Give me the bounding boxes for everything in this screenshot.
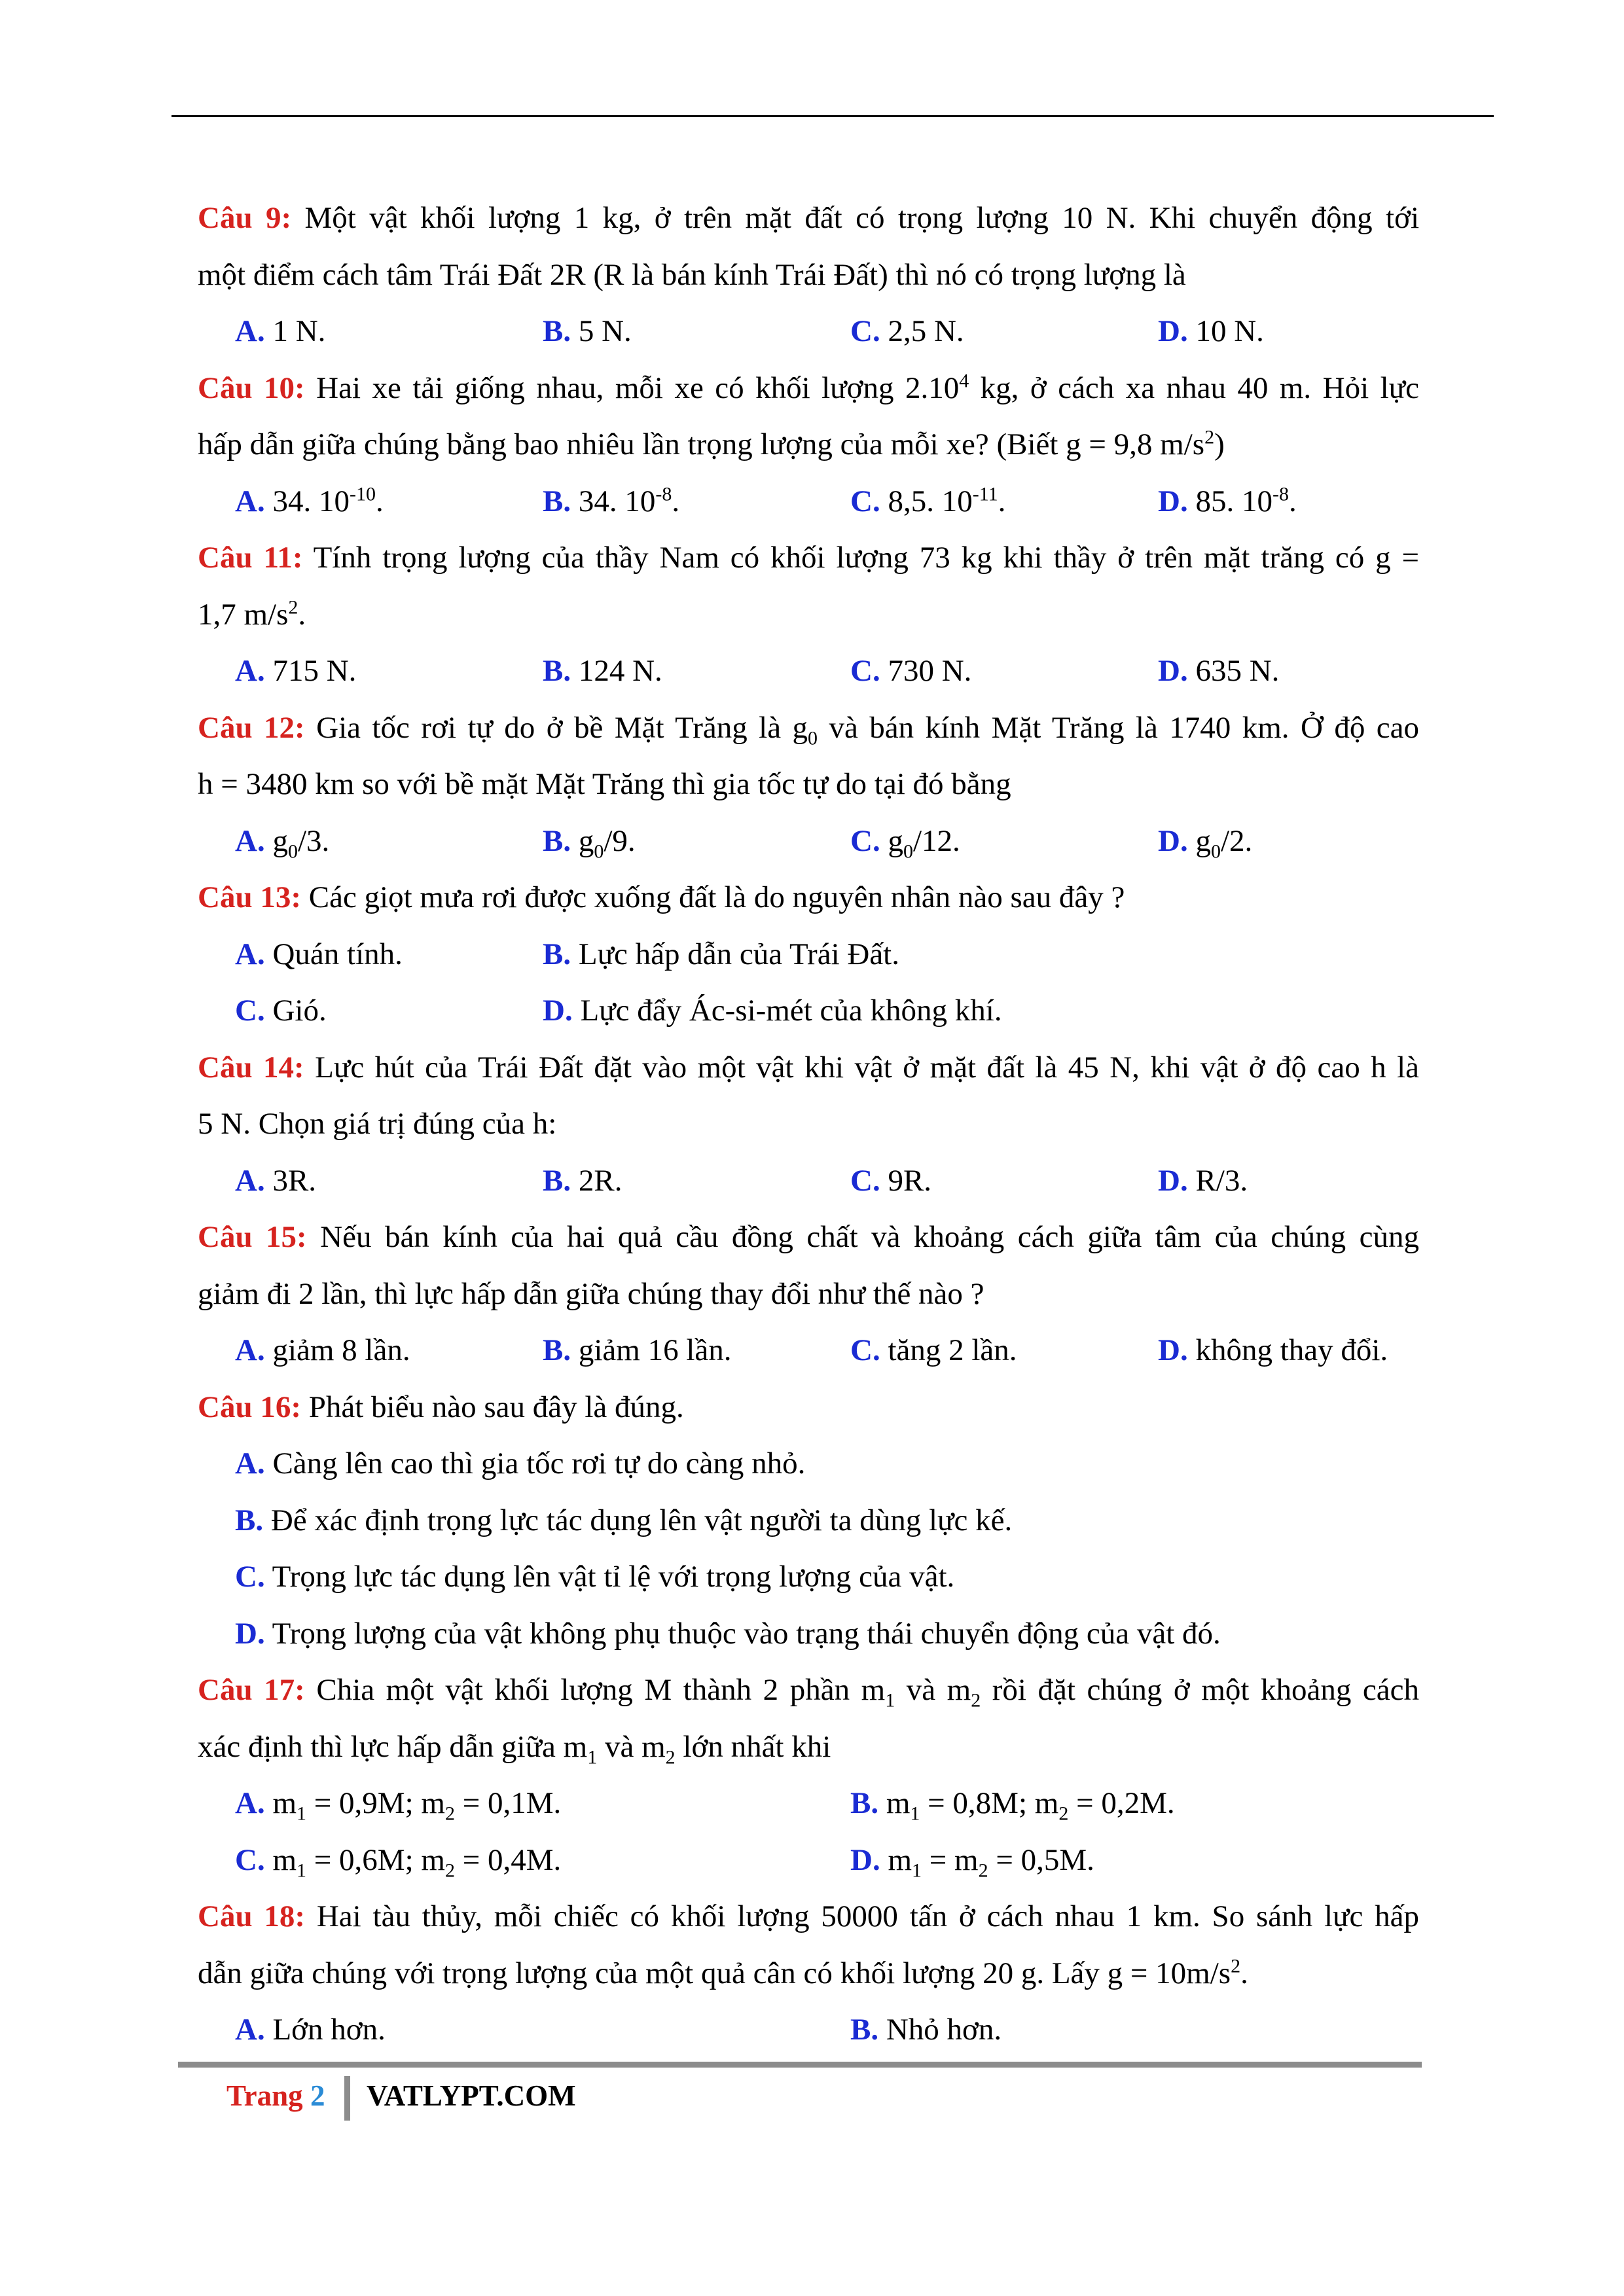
option-d[interactable]: D. $g_0/2$. [1158,823,1253,862]
question-18-line-1: Câu 18: Hai tàu thủy, mỗi chiếc có khối lượng 50000 tấn ở cách nhau 1 km. So sánh lực hấp [198,1899,1420,1933]
question-17-options-row-2 [198,1832,1419,1889]
option-b[interactable]: B. $m_1 = 0,8M$; $m_2 = 0,2M$. [850,1786,1175,1825]
option-a[interactable]: A. 1 N. [235,314,326,348]
option-c[interactable]: C. tăng 2 lần. [850,1333,1017,1367]
site-name[interactable]: VATLYPT.COM [367,2079,576,2112]
question-13-line-1: Câu 13: Các giọt mưa rơi được xuống đất là do nguyên nhân nào sau đây ? [198,880,1125,914]
question-14-line-2: 5 N. Chọn giá trị đúng của h: [198,1107,557,1141]
question-9-options [198,303,1419,360]
question-11-options [198,643,1419,700]
question-15-line-2: giảm đi 2 lần, thì lực hấp dẫn giữa chúng thay đổi như thế nào ? [198,1276,984,1311]
option-b[interactable]: B. 34. $10^{-8}$. [543,482,680,518]
question-13-options-row-2 [198,982,1419,1039]
option-c[interactable]: C. Gió. [235,994,327,1028]
question-10-line-2: hấp dẫn giữa chúng bằng bao nhiêu lần trọng lượng của mỗi xe? (Biết g = 9,8 $m/s^2$) [198,426,1225,461]
question-14-line-1: Câu 14: Lực hút của Trái Đất đặt vào một vật khi vật ở mặt đất là 45 N, khi vật ở độ cao h là [198,1050,1420,1085]
footer-rule [178,2062,1422,2068]
option-d[interactable]: D. R/3. [1158,1163,1248,1198]
option-b[interactable]: B. Nhỏ hơn. [850,2013,1002,2047]
option-c[interactable]: C. 9R. [850,1163,932,1198]
footer-divider [344,2076,350,2121]
option-a[interactable]: A. 715 N. [235,654,357,688]
page-number: Trang 2 [226,2079,325,2112]
question-9-line-2: một điểm cách tâm Trái Đất 2R (R là bán kính Trái Đất) thì nó có trọng lượng là [198,257,1186,292]
option-c[interactable]: C. $m_1 = 0,6M$; $m_2 = 0,4M$. [235,1842,562,1881]
option-b[interactable]: B. $g_0/9$. [543,823,636,862]
option-d[interactable]: D. không thay đổi. [1158,1333,1388,1367]
header-rule [171,115,1494,117]
question-12-options [198,813,1419,870]
question-11-line-1: Câu 11: Tính trọng lượng của thầy Nam có khối lượng 73 kg khi thầy ở trên mặt trăng có g = [198,541,1419,575]
option-d[interactable]: D. 85. $10^{-8}$. [1158,482,1297,518]
question-17-line-2: xác định thì lực hấp dẫn giữa $m_1$ và $m_2$ lớn nhất khi [198,1729,831,1768]
option-d[interactable]: D. 635 N. [1158,654,1280,688]
option-b[interactable]: B. Lực hấp dẫn của Trái Đất. [543,937,899,971]
question-11-line-2: 1,7 $m/s^2$. [198,596,306,632]
option-a[interactable]: A. 3R. [235,1163,317,1198]
option-b[interactable]: B. 5 N. [543,314,632,348]
question-15-options [198,1322,1419,1379]
question-13-options-row-1 [198,926,1419,983]
question-16-line-1: Câu 16: Phát biểu nào sau đây là đúng. [198,1390,684,1424]
option-c[interactable]: C. 730 N. [850,654,972,688]
option-c[interactable]: C. 8,5. $10^{-11}$. [850,482,1006,518]
question-12-line-2: h = 3480 km so với bề mặt Mặt Trăng thì gia tốc tự do tại đó bằng [198,767,1011,801]
option-a[interactable]: A. $g_0/3$. [235,823,330,862]
option-b[interactable]: B. Để xác định trọng lực tác dụng lên vật người ta dùng lực kế. [235,1503,1013,1537]
question-list [198,190,1419,2058]
question-15-line-1: Câu 15: Nếu bán kính của hai quả cầu đồng chất và khoảng cách giữa tâm của chúng cùng [198,1220,1419,1254]
question-17-options-row-1 [198,1775,1419,1832]
option-b[interactable]: B. giảm 16 lần. [543,1333,732,1367]
option-c[interactable]: C. $g_0/12$. [850,823,960,862]
question-10-line-1: Câu 10: Hai xe tải giống nhau, mỗi xe có khối lượng 2.10$^4$ kg, ở cách xa nhau 40 m. Hỏi lực [198,369,1420,405]
question-18-options [198,2001,1419,2058]
option-c[interactable]: C. 2,5 N. [850,314,964,348]
option-d[interactable]: D. 10 N. [1158,314,1264,348]
option-a[interactable]: A. giảm 8 lần. [235,1333,410,1367]
question-10-options [198,473,1419,530]
question-14-options [198,1153,1419,1210]
option-a[interactable]: A. Càng lên cao thì gia tốc rơi tự do càng nhỏ. [235,1446,806,1480]
question-18-line-2: dẫn giữa chúng với trọng lượng của một quả cân có khối lượng 20 g. Lấy $g = 10m/s^2$. [198,1954,1248,1990]
option-a[interactable]: A. Lớn hơn. [235,2013,386,2047]
option-b[interactable]: B. 124 N. [543,654,662,688]
question-12-line-1: Câu 12: Gia tốc rơi tự do ở bề Mặt Trăng là $g_0$ và bán kính Mặt Trăng là 1740 km. Ở độ cao [198,710,1419,749]
question-9-line-1: Câu 9: Một vật khối lượng 1 kg, ở trên mặt đất có trọng lượng 10 N. Khi chuyển động tới [198,201,1420,235]
option-a[interactable]: A. $m_1 = 0,9M$; $m_2 = 0,1M$. [235,1786,562,1825]
option-d[interactable]: D. Lực đẩy Ác-si-mét của không khí. [543,994,1002,1028]
option-a[interactable]: A. 34. $10^{-10}$. [235,482,384,518]
question-17-line-1: Câu 17: Chia một vật khối lượng M thành 2 phần $m_1$ và $m_2$ rồi đặt chúng ở một khoảng cách [198,1673,1419,1712]
option-c[interactable]: C. Trọng lực tác dụng lên vật tỉ lệ với trọng lượng của vật. [235,1560,955,1594]
option-a[interactable]: A. Quán tính. [235,937,403,971]
option-b[interactable]: B. 2R. [543,1163,623,1198]
option-d[interactable]: D. $m_1 = m_2 = 0,5M$. [850,1842,1094,1881]
option-d[interactable]: D. Trọng lượng của vật không phụ thuộc vào trạng thái chuyển động của vật đó. [235,1616,1221,1651]
